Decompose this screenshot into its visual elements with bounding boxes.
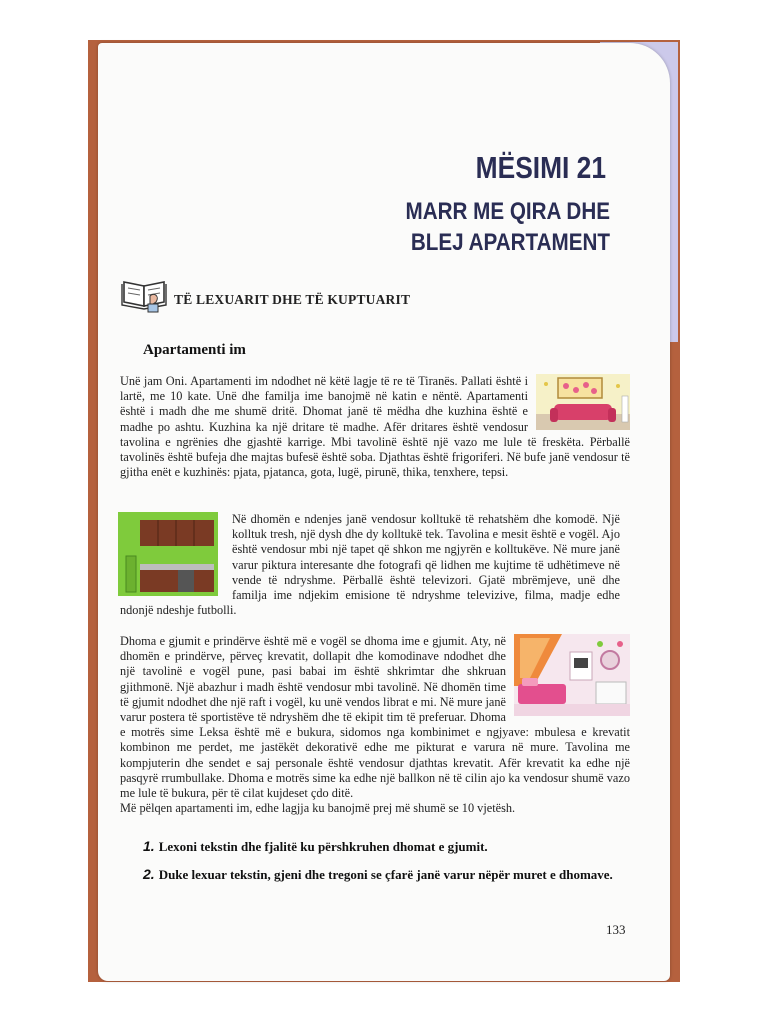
lesson-title-line2: BLEJ APARTAMENT [410, 229, 610, 256]
question-text: Duke lexuar tekstin, gjeni dhe tregoni se çfarë janë varur nëpër muret e dhomave. [158, 867, 613, 882]
question-number: 2. [143, 866, 155, 882]
living-room-illustration [536, 374, 630, 430]
lesson-number: MËSIMI 21 [475, 150, 606, 185]
paragraph-2: Në dhomën e ndenjes janë vendosur kolltukë të rehatshëm dhe komodë. Një kolltuk tresh, një dysh dhe dy kolltukë tek. Tavolina e mesit është e vogël. Ajo është vendosur mbi një tapet që shkon me ngjyrën e kolltukëve. Në mure janë varur piktura interesante dhe fotografi që lidhen me kujtime të udhëtimeve në vende të ndryshme. Përballë është televizori. Gjatë mbrëmjeve, unë dhe familja ime ndjekim emisione të ndryshme televizive, filma, madje edhe ndonjë ndeshje futbolli. [120, 512, 620, 618]
question-text: Lexoni tekstin dhe fjalitë ku përshkruhen dhomat e gjumit. [158, 839, 488, 854]
paragraph-1: Unë jam Oni. Apartamenti im ndodhet në këtë lagje të re të Tiranës. Pallati është i lartë, me 10 kate. Unë dhe familja ime banojmë në katin e nëntë. Apartamenti është i madh dhe me shumë dritë. Dhomat janë të mëdha dhe kuzhina është e madhe po ashtu. Kuzhina ka një dritare të madhe. Afër dritares është vendosur tavolina e ngrënies dhe gjashtë karrige. Mbi tavolinë është një vazo me lule të freskëta. Përballë tavolinës është bufeja dhe majtas bufesë është soba. Djathtas është frigoriferi. Në bufe janë vendosur të gjitha enët e kuzhinës: pjata, pjatanca, gota, lugë, pirunë, thika, tenxhere, tepsi. [120, 374, 630, 480]
lesson-title-line1: MARR ME QIRA DHE [405, 198, 610, 225]
question-1 [143, 838, 488, 855]
lesson-title [343, 196, 610, 258]
paragraph-3: Dhoma e gjumit e prindërve është më e vogël se dhoma ime e gjumit. Aty, në dhomën e prindërve, përveç krevatit, dollapit dhe komodinave ndodhet dhe një tavolinë e vogël pune, pasi babai im është shkrimtar dhe shkruan gjithmonë. Një abazhur i madh është vendosur mbi tavolinë. Në dhomën time të gjumit ndodhet dhe një raft i vogël, ku unë vendos librat e mi. Në mure janë varur postera të sportistëve të ndryshëm dhe të ekipit tim të preferuar. Dhoma e motrës sime Leksa është më e bukura, sidomos nga kombinimet e ngjyave: mbulesa e krevatit kombinon me perdet, me jastëkët dekorativë edhe me pikturat e varura në mure. Tavolina me kompjuterin dhe sendet e saj personale është vendosur djathtas krevatit. Afër krevatit ka edhe një pasqyrë rrumbullake. Dhoma e motrës sime ka edhe një ballkon në të cilin ajo ka vendosur shumë vazo me lule të bukura, për të cilat kujdeset çdo ditë. Më pëlqen apartamenti im, edhe lagjja ku banojmë prej më shumë se 10 vjetësh. [120, 634, 630, 816]
reading-title: Apartamenti im [143, 342, 246, 358]
kitchen-illustration [118, 512, 218, 596]
open-book-icon [120, 272, 170, 314]
page-number: 133 [606, 922, 626, 937]
bedroom-illustration [514, 634, 630, 716]
section-heading: TË LEXUARIT DHE TË KUPTUARIT [174, 292, 411, 307]
question-2 [143, 866, 613, 883]
question-number: 1. [143, 838, 155, 854]
paragraph-4: Më pëlqen apartamenti im, edhe lagjja ku banojmë prej më shumë se 10 vjetësh. [120, 801, 516, 816]
